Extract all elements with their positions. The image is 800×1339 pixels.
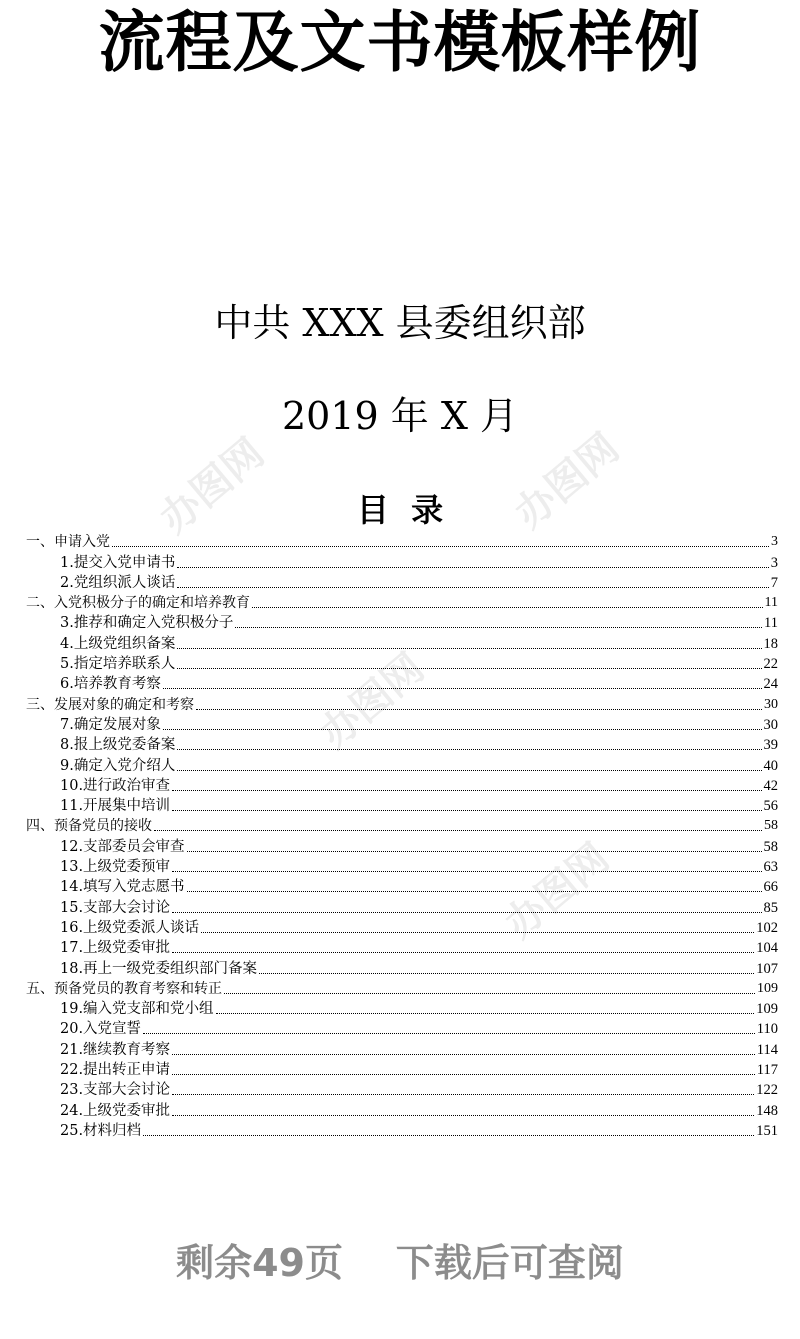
toc-page-number: 148 xyxy=(756,1102,778,1119)
toc-label: 6.培养教育考察 xyxy=(60,676,161,693)
toc-page-number: 151 xyxy=(756,1122,778,1139)
toc-label: 19.编入党支部和党小组 xyxy=(60,1001,214,1018)
toc-page-number: 11 xyxy=(764,595,778,611)
toc-label: 一、申请入党 xyxy=(26,534,110,551)
toc-label: 8.报上级党委备案 xyxy=(60,737,176,754)
toc-section[interactable] xyxy=(26,978,778,998)
toc-label: 18.再上一级党委组织部门备案 xyxy=(60,960,258,977)
toc-leader-dots xyxy=(177,770,761,771)
toc-entry[interactable] xyxy=(26,1079,778,1099)
watermark: 办图网 xyxy=(311,644,433,758)
toc-leader-dots xyxy=(235,627,762,628)
toc-entry[interactable] xyxy=(26,551,778,571)
toc-leader-dots xyxy=(172,912,761,913)
toc-section[interactable] xyxy=(26,693,778,713)
toc-entry[interactable] xyxy=(26,876,778,896)
remaining-pages-notice: 剩余49页 下载后可查阅 xyxy=(176,1241,624,1285)
watermark: 办图网 xyxy=(496,834,618,948)
toc-label: 三、发展对象的确定和考察 xyxy=(26,696,194,713)
toc-page-number: 109 xyxy=(757,980,778,996)
toc-label: 23.支部大会讨论 xyxy=(60,1082,171,1099)
toc-label: 12.支部委员会审查 xyxy=(60,838,185,855)
toc-leader-dots xyxy=(143,1033,755,1034)
toc-page-number: 7 xyxy=(770,574,778,591)
toc-page-number: 40 xyxy=(763,757,778,774)
toc-leader-dots xyxy=(154,830,762,831)
toc-leader-dots xyxy=(177,567,768,568)
toc-label: 21.继续教育考察 xyxy=(60,1041,171,1058)
toc-page-number: 58 xyxy=(764,818,778,834)
toc-leader-dots xyxy=(143,1135,754,1136)
toc-entry[interactable] xyxy=(26,714,778,734)
toc-page-number: 66 xyxy=(763,879,778,896)
toc-label: 10.进行政治审查 xyxy=(60,777,171,794)
toc-label: 五、预备党员的教育考察和转正 xyxy=(26,980,222,997)
toc-page-number: 85 xyxy=(763,899,778,916)
toc-label: 4.上级党组织备案 xyxy=(60,635,176,652)
toc-page-number: 39 xyxy=(763,737,778,754)
toc-page-number: 110 xyxy=(756,1021,778,1038)
toc-page-number: 58 xyxy=(763,838,778,855)
toc-label: 15.支部大会讨论 xyxy=(60,899,171,916)
toc-entry[interactable] xyxy=(26,572,778,592)
toc-page-number: 11 xyxy=(764,615,778,632)
toc-page-number: 3 xyxy=(770,554,778,571)
toc-label: 22.提出转正申请 xyxy=(60,1062,171,1079)
toc-entry[interactable] xyxy=(26,1018,778,1038)
toc-label: 2.党组织派人谈话 xyxy=(60,574,176,591)
toc-label: 二、入党积极分子的确定和培养教育 xyxy=(26,595,250,612)
toc-entry[interactable] xyxy=(26,795,778,815)
toc-page-number: 107 xyxy=(756,960,778,977)
toc-page-number: 56 xyxy=(763,798,778,815)
toc-leader-dots xyxy=(196,709,762,710)
toc-label: 25.材料归档 xyxy=(60,1122,142,1139)
document-title: 流程及文书模板样例 xyxy=(98,3,702,81)
watermark: 办图网 xyxy=(151,429,273,543)
toc-entry[interactable] xyxy=(26,1038,778,1058)
toc-heading: 目 录 xyxy=(356,491,444,529)
toc-entry[interactable] xyxy=(26,896,778,916)
toc-leader-dots xyxy=(216,1013,755,1014)
toc-page-number: 104 xyxy=(756,940,778,957)
toc-leader-dots xyxy=(224,993,755,994)
toc-page-number: 102 xyxy=(756,919,778,936)
toc-page-number: 109 xyxy=(756,1001,778,1018)
toc-leader-dots xyxy=(187,891,762,892)
toc-entry[interactable] xyxy=(26,917,778,937)
table-of-contents xyxy=(26,531,778,1140)
toc-label: 11.开展集中培训 xyxy=(60,798,171,815)
toc-leader-dots xyxy=(172,1094,754,1095)
toc-leader-dots xyxy=(172,952,754,953)
toc-label: 9.确定入党介绍人 xyxy=(60,757,176,774)
toc-page-number: 122 xyxy=(756,1082,778,1099)
toc-leader-dots xyxy=(172,810,761,811)
toc-page-number: 18 xyxy=(763,635,778,652)
toc-page-number: 117 xyxy=(756,1062,778,1079)
toc-page-number: 3 xyxy=(771,534,778,550)
toc-label: 5.指定培养联系人 xyxy=(60,656,176,673)
toc-leader-dots xyxy=(172,790,761,791)
toc-entry[interactable] xyxy=(26,754,778,774)
toc-page-number: 63 xyxy=(763,859,778,876)
toc-page-number: 24 xyxy=(763,676,778,693)
toc-leader-dots xyxy=(259,973,754,974)
toc-entry[interactable] xyxy=(26,653,778,673)
toc-label: 13.上级党委预审 xyxy=(60,859,171,876)
toc-leader-dots xyxy=(172,1115,754,1116)
toc-entry[interactable] xyxy=(26,673,778,693)
toc-leader-dots xyxy=(163,688,762,689)
toc-leader-dots xyxy=(201,932,754,933)
toc-entry[interactable] xyxy=(26,835,778,855)
organization-name: 中共 XXX 县委组织部 xyxy=(214,301,586,345)
document-date: 2019 年 X 月 xyxy=(282,394,518,438)
toc-page-number: 30 xyxy=(764,696,778,712)
toc-entry[interactable] xyxy=(26,998,778,1018)
toc-entry[interactable] xyxy=(26,734,778,754)
toc-leader-dots xyxy=(172,1074,755,1075)
toc-entry[interactable] xyxy=(26,1059,778,1079)
toc-label: 24.上级党委审批 xyxy=(60,1102,171,1119)
toc-entry[interactable] xyxy=(26,957,778,977)
watermark: 办图网 xyxy=(506,424,628,538)
toc-entry[interactable] xyxy=(26,632,778,652)
toc-label: 1.提交入党申请书 xyxy=(60,554,176,571)
toc-leader-dots xyxy=(177,587,768,588)
toc-page-number: 30 xyxy=(763,716,778,733)
toc-entry[interactable] xyxy=(26,1099,778,1119)
toc-leader-dots xyxy=(172,1054,755,1055)
toc-label: 7.确定发展对象 xyxy=(60,716,161,733)
toc-label: 14.填写入党志愿书 xyxy=(60,879,185,896)
toc-entry[interactable] xyxy=(26,1120,778,1140)
toc-leader-dots xyxy=(187,851,762,852)
toc-section[interactable] xyxy=(26,815,778,835)
toc-section[interactable] xyxy=(26,531,778,551)
toc-label: 17.上级党委审批 xyxy=(60,940,171,957)
toc-leader-dots xyxy=(112,546,769,547)
toc-leader-dots xyxy=(177,648,761,649)
toc-label: 四、预备党员的接收 xyxy=(26,818,152,835)
toc-leader-dots xyxy=(172,871,761,872)
toc-leader-dots xyxy=(177,749,761,750)
toc-label: 3.推荐和确定入党积极分子 xyxy=(60,615,234,632)
toc-label: 20.入党宣誓 xyxy=(60,1021,142,1038)
toc-page-number: 114 xyxy=(756,1041,778,1058)
toc-page-number: 42 xyxy=(763,777,778,794)
toc-entry[interactable] xyxy=(26,612,778,632)
toc-label: 16.上级党委派人谈话 xyxy=(60,919,200,936)
toc-leader-dots xyxy=(163,729,762,730)
toc-leader-dots xyxy=(177,668,761,669)
toc-page-number: 22 xyxy=(763,656,778,673)
toc-leader-dots xyxy=(252,607,763,608)
toc-entry[interactable] xyxy=(26,856,778,876)
toc-entry[interactable] xyxy=(26,775,778,795)
toc-entry[interactable] xyxy=(26,937,778,957)
toc-section[interactable] xyxy=(26,592,778,612)
